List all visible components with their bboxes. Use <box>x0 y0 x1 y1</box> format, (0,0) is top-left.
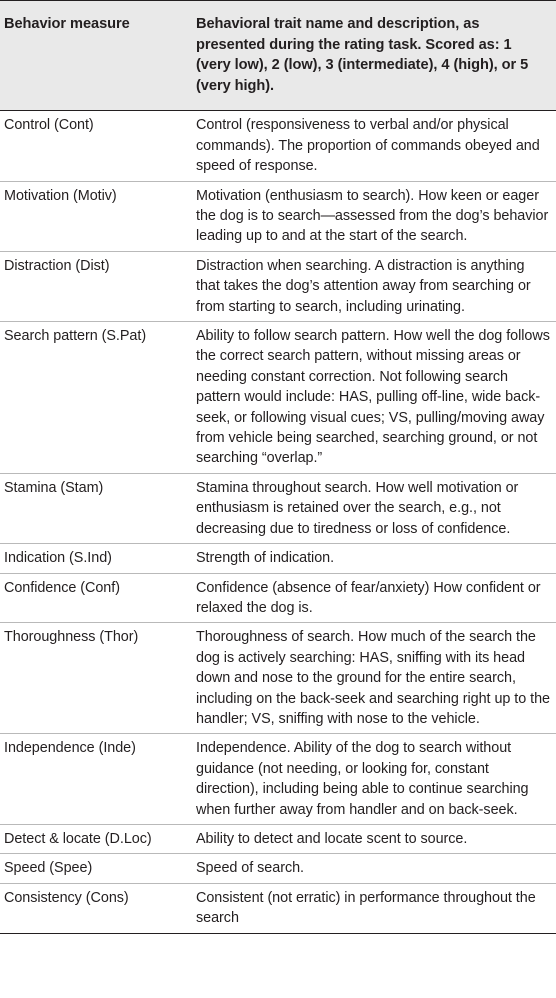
table-row <box>0 574 556 624</box>
description-cell: Motivation (enthusiasm to search). How keen or eager the dog is to search—assessed from the dog’s behavior leading up to and at the start of the search. <box>196 187 549 245</box>
measure-cell: Confidence (Conf) <box>4 579 120 596</box>
header-behavior-measure: Behavior measure <box>4 16 130 32</box>
measure-cell: Indication (S.Ind) <box>4 550 112 567</box>
description-cell: Speed of search. <box>196 860 305 877</box>
description-cell: Ability to follow search pattern. How well the dog follows the correct search pattern, without missing areas or needing constant correction. Not following search pattern would include: HAS, pulling off-line, wide back-seek, or following visual cues; VS, pulling/moving away from vehicle being searched, searching ground, or not searching “overlap.” <box>196 328 550 467</box>
table-row <box>0 825 556 854</box>
table-row <box>0 854 556 883</box>
table-row <box>0 182 556 252</box>
measure-cell: Stamina (Stam) <box>4 479 104 496</box>
description-cell: Control (responsiveness to verbal and/or physical commands). The proportion of commands obeyed and speed of response. <box>196 117 540 175</box>
measure-cell: Search pattern (S.Pat) <box>4 328 147 345</box>
description-cell: Thoroughness of search. How much of the search the dog is actively searching: HAS, sniffing with its head down and nose to the ground for the entire search, including on the back-seek and searching right up to the handler; VS, sniffing with nose to the vehicle. <box>196 629 551 727</box>
measure-cell: Consistency (Cons) <box>4 889 129 906</box>
description-cell: Independence. Ability of the dog to search without guidance (not needing, or looking for, constant direction), including being able to continue searching when further away from handler and on back-seek. <box>196 740 529 818</box>
table-row <box>0 884 556 934</box>
measure-cell: Speed (Spee) <box>4 860 93 877</box>
table-row <box>0 322 556 474</box>
header-trait-description: Behavioral trait name and description, as presented during the rating task. Scored as: 1 (very low), 2 (low), 3 (intermediate), 4 (high), or 5 (very high). <box>196 16 529 94</box>
measure-cell: Motivation (Motiv) <box>4 187 117 204</box>
table-row <box>0 544 556 573</box>
table-row <box>0 623 556 734</box>
description-cell: Distraction when searching. A distraction is anything that takes the dog’s attention away from searching or from starting to search, including urinating. <box>196 257 531 315</box>
table-header <box>0 1 556 111</box>
description-cell: Stamina throughout search. How well motivation or enthusiasm is retained over the search, e.g., not decreasing due to tiredness or loss of confidence. <box>196 479 519 537</box>
measure-cell: Distraction (Dist) <box>4 257 110 274</box>
description-cell: Consistent (not erratic) in performance throughout the search <box>196 889 536 927</box>
measure-cell: Control (Cont) <box>4 117 94 134</box>
description-cell: Strength of indication. <box>196 550 335 567</box>
measure-cell: Detect & locate (D.Loc) <box>4 830 152 847</box>
table-row <box>0 252 556 322</box>
table-row <box>0 111 556 181</box>
table-row <box>0 474 556 544</box>
description-cell: Confidence (absence of fear/anxiety) How confident or relaxed the dog is. <box>196 579 541 616</box>
table-row <box>0 734 556 825</box>
measure-cell: Thoroughness (Thor) <box>4 629 139 646</box>
description-cell: Ability to detect and locate scent to source. <box>196 830 468 847</box>
measure-cell: Independence (Inde) <box>4 740 136 757</box>
